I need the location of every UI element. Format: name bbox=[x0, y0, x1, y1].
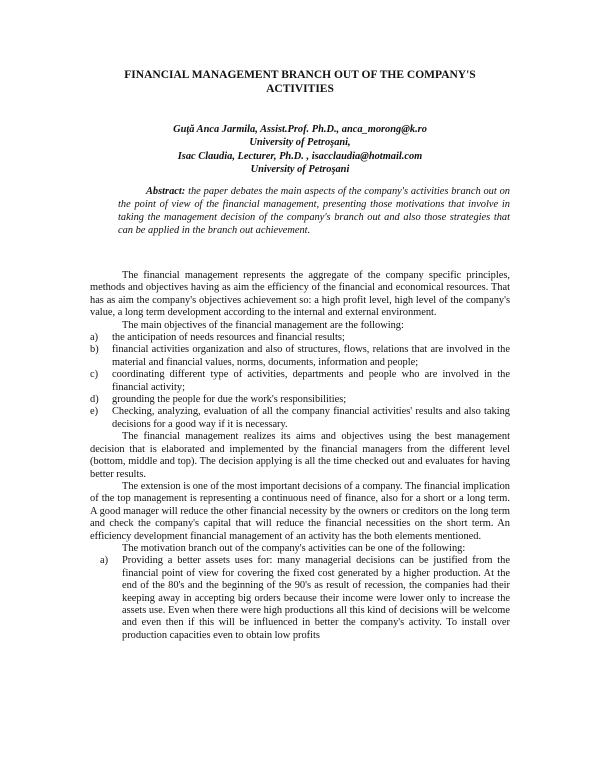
list-item: a) Providing a better assets uses for: many managerial decisions can be justified from the financial point of view for covering the fixed cost generated by a higher production. At the end of the 80's and the beginning of the 90's as result of recession, the companies had their keeping away in accepting big orders because their income were lower only to increase the assets use. Even when there were high productions all this kind of decisions will be welcome and even then if this will be influenced in better the company's activity. To install over production capacities even to obtain low profits bbox=[100, 555, 510, 641]
paper-title: FINANCIAL MANAGEMENT BRANCH OUT OF THE COMPANY'S ACTIVITIES bbox=[124, 69, 476, 95]
paragraph-5: The motivation branch out of the company's activities can be one of the following: bbox=[122, 542, 466, 554]
paragraph-1: The financial management represents the aggregate of the company specific principles, methods and objectives having as aim the efficiency of the financial and economical resources. That has as aim the company's objectives achievement so: a high profit level, high level of the company's value, a long term development according to the internal and external environment. bbox=[90, 270, 510, 319]
paragraph-3: The financial management realizes its aims and objectives using the best management decision that is elaborated and implemented by the financial managers from the different level (bottom, middle and top). The decision applying is all the time checked out and evaluates for having better results. bbox=[90, 431, 510, 480]
author-line-2: Isac Claudia, Lecturer, Ph.D. , isacclaudia@hotmail.com bbox=[177, 150, 423, 162]
objectives-list bbox=[90, 332, 510, 431]
abstract-lead: Abstract: bbox=[146, 186, 186, 197]
list-item: e) Checking, analyzing, evaluation of all the company financial activities' results and also taking decisions for a good way if it is necessary. bbox=[90, 406, 510, 430]
motivations-list bbox=[90, 555, 510, 642]
list-item: b) financial activities organization and also of structures, flows, relations that are involved in the material and financial values, norms, documents, information and people; bbox=[90, 344, 510, 368]
body-text bbox=[90, 270, 510, 642]
author-block bbox=[110, 123, 490, 177]
affiliation-line-2: University of Petroşani bbox=[250, 164, 350, 176]
list-item: c) coordinating different type of activities, departments and people who are involved in the financial activity; bbox=[90, 369, 510, 393]
affiliation-line-1: University of Petroşani, bbox=[249, 137, 351, 149]
list-item: a) the anticipation of needs resources and financial results; bbox=[90, 332, 345, 344]
list-item: d) grounding the people for due the work's responsibilities; bbox=[90, 394, 347, 406]
paragraph-4: The extension is one of the most important decisions of a company. The financial implication of the top management is representing a continuous need of finance, also for a short or a long term. A good manager will reduce the other financial necessity by the owners or creditors on the long term and check the company's capital that will reduce the financial necessities on the short term. An efficiency development financial management of an activity has the both elements mentioned. bbox=[90, 480, 510, 542]
author-line-1: Guţă Anca Jarmila, Assist.Prof. Ph.D., anca_morong@k.ro bbox=[173, 124, 427, 135]
paragraph-2: The main objectives of the financial management are the following: bbox=[122, 319, 404, 331]
abstract bbox=[118, 185, 510, 237]
abstract-text: the paper debates the main aspects of the company's activities branch out on the point of view of the financial management, presenting those motivations that involve in taking the management decision of the company's branch out and also those strategies that can be applied in the branch out achievement. bbox=[118, 186, 510, 236]
abstract-paragraph bbox=[118, 185, 510, 237]
